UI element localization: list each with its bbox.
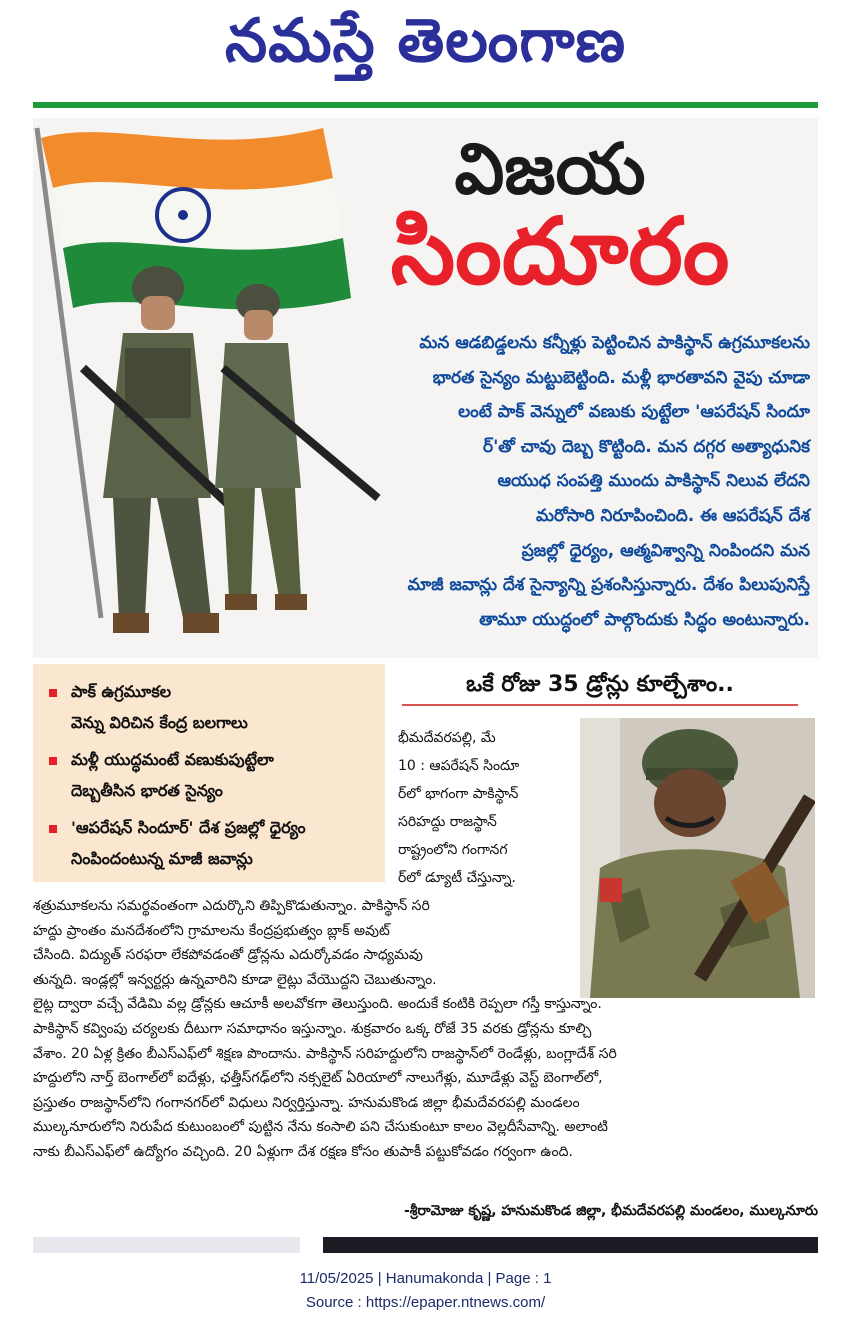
article-line: లైట్ల ద్వారా వచ్చే వేడిమి వల్ల డ్రోన్లకు ఆచూకీ అలవోకగా తెలుస్తుంది. అందుకే కంటికి రెప్పలా గస్తీ కాస్తున్నాం. (33, 996, 602, 1013)
footer-edition-info: 11/05/2025 | Hanumakonda | Page : 1 (299, 1270, 552, 1287)
highlight-text: 'ఆపరేషన్ సిందూర్' దేశ ప్రజల్లో ధైర్యం (71, 818, 306, 837)
bullet-icon (49, 757, 57, 765)
headline-line-1: విజయ (454, 128, 646, 210)
intro-line: మరోసారి నిరూపించింది. ఈ ఆపరేషన్ దేశ (536, 505, 810, 526)
highlight-text: పాక్ ఉగ్రమూకల (71, 682, 172, 701)
highlight-item (49, 812, 379, 874)
article-line: 10 : ఆపరేషన్ సిందూ (398, 758, 520, 774)
intro-paragraph (318, 326, 810, 637)
article-line: ప్రస్తుతం రాజస్థాన్‌లోని గంగానగర్‌లో విధులు నిర్వర్తిస్తున్నా. హనుమకొండ జిల్లా భీమదేవరపల్లి మండలం (33, 1094, 580, 1111)
article-line: హద్దులోని నార్త్ బెంగాల్‌లో ఐదేళ్లు, ఛత్తీస్‌గఢ్‌లోని నక్సలైట్ ఏరియాలో నాలుగేళ్లు, మూడేళ్లు వెస్ట్ బెంగాల్‌లో, (33, 1070, 603, 1087)
article-line: ర్‌లో డ్యూటీ చేస్తున్నా. (398, 870, 516, 886)
masthead-divider (33, 102, 818, 108)
highlight-text: మళ్లీ యుద్ధమంటే వణుకుపుట్టేలా (71, 750, 274, 769)
flag-white (53, 178, 343, 250)
highlight-text: దెబ్బతీసిన భారత సైన్యం (71, 781, 223, 800)
bullet-icon (49, 825, 57, 833)
next-article-strip (33, 1237, 300, 1253)
intro-line: మాజీ జవాన్లు దేశ సైన్యాన్ని ప్రశంసిస్తున్నారు. దేశం పిలుపునిస్తే (407, 575, 810, 596)
flag-green (63, 238, 351, 310)
article-line: భీమదేవరపల్లి, మే (398, 730, 496, 746)
flag-saffron (41, 128, 333, 190)
subheadline-underline (402, 704, 798, 706)
article-line: ర్‌లో భాగంగా పాకిస్థాన్ (398, 786, 519, 802)
article-column-wide (33, 894, 818, 1165)
article-column-narrow (398, 724, 574, 892)
article-line: రాష్ట్రంలోని గంగానగ (398, 842, 508, 858)
article-line: ముల్కనూరులోని నిరుపేద కుటుంబంలో పుట్టిన నేను కంసాలి పని చేసుకుంటూ కాలం వెల్లదీసేవాన్ని. అలాంటి (33, 1119, 608, 1136)
footer-source-link[interactable]: Source : https://epaper.ntnews.com/ (305, 1294, 546, 1311)
article-line: సరిహద్దు రాజస్థాన్ (398, 814, 497, 830)
article-line: శత్రుమూకలను సమర్థవంతంగా ఎదుర్కొని తిప్పికొడుతున్నాం. పాకిస్థాన్ సరి (33, 898, 430, 914)
intro-line: మన ఆడబిడ్డలను కన్నీళ్లు పెట్టించిన పాకిస్థాన్ ఉగ్రమూకలను (419, 333, 810, 353)
masthead-title: నమస్తే తెలంగాణ (224, 6, 627, 76)
highlight-text: నింపిందంటున్న మాజీ జవాన్లు (71, 849, 253, 868)
article-line: పాకిస్థాన్ కవ్వింపు చర్యలకు దీటుగా సమాధానం ఇస్తున్నాం. శుక్రవారం ఒక్క రోజే 35 వరకు డ్రోన్లను కూల్చి (33, 1020, 592, 1037)
highlights-box (33, 664, 385, 882)
highlight-item (49, 744, 379, 806)
article-line: వేశాం. 20 ఏళ్ల క్రితం బీఎస్ఎఫ్‌లో శిక్షణ పొందాను. పాకిస్థాన్ సరిహద్దులోని రాజస్థాన్‌లో రెండేళ్లు, బంగ్లాదేశ్ సరి (33, 1045, 617, 1062)
article-line: చేసింది. విద్యుత్ సరఫరా లేకపోవడంతో డ్రోన్లను ఎదుర్కోవడం సాధ్యమవు (33, 947, 423, 964)
headline-line-2: సిందూరం (390, 198, 730, 305)
article-byline: -శ్రీరామోజు కృష్ణ, హనుమకొండ జిల్లా, భీమదేవరపల్లి మండలం, ముల్కనూరు (403, 1203, 818, 1219)
article-line: తున్నది. ఇండ్లల్లో ఇన్వర్టర్లు ఉన్నవారిని కూడా లైట్లు వేయొద్దని చెబుతున్నాం. (33, 971, 437, 988)
intro-line: ఆయుధ సంపత్తి ముందు పాకిస్థాన్ నిలువ లేదని (497, 471, 810, 492)
intro-line: ప్రజల్లో ధైర్యం, ఆత్మవిశ్వాన్ని నింపిందని మన (521, 540, 810, 561)
article-line: నాకు బీఎస్ఎఫ్‌లో ఉద్యోగం వచ్చింది. 20 ఏళ్లుగా దేశ రక్షణ కోసం తుపాకీ పట్టుకోవడం గర్వంగా ఉంది. (33, 1143, 573, 1160)
highlight-text: వెన్ను విరిచిన కేంద్ర బలగాలు (71, 713, 248, 732)
intro-line: భారత సైన్యం మట్టుబెట్టింది. మళ్లీ భారతావని వైపు చూడా (432, 367, 810, 388)
highlight-item (49, 676, 379, 738)
intro-line: తామూ యుద్ధంలో పాల్గొందుకు సిద్ధం అంటున్నారు. (479, 609, 810, 630)
article-subheadline: ఒకే రోజు 35 డ్రోన్లు కూల్చేశాం.. (466, 672, 734, 697)
next-article-image-strip (323, 1237, 818, 1253)
intro-line: లంటే పాక్ వెన్నులో వణుకు పుట్టేలా 'ఆపరేషన్ సిందూ (458, 402, 810, 423)
bullet-icon (49, 689, 57, 697)
intro-line: ర్'తో చావు దెబ్బ కొట్టింది. మన దగ్గర అత్యాధునిక (482, 436, 810, 457)
article-line: హద్దు ప్రాంతం మనదేశంలోని గ్రామాలను కేంద్రప్రభుత్వం బ్లాక్ అవుట్ (33, 922, 390, 939)
